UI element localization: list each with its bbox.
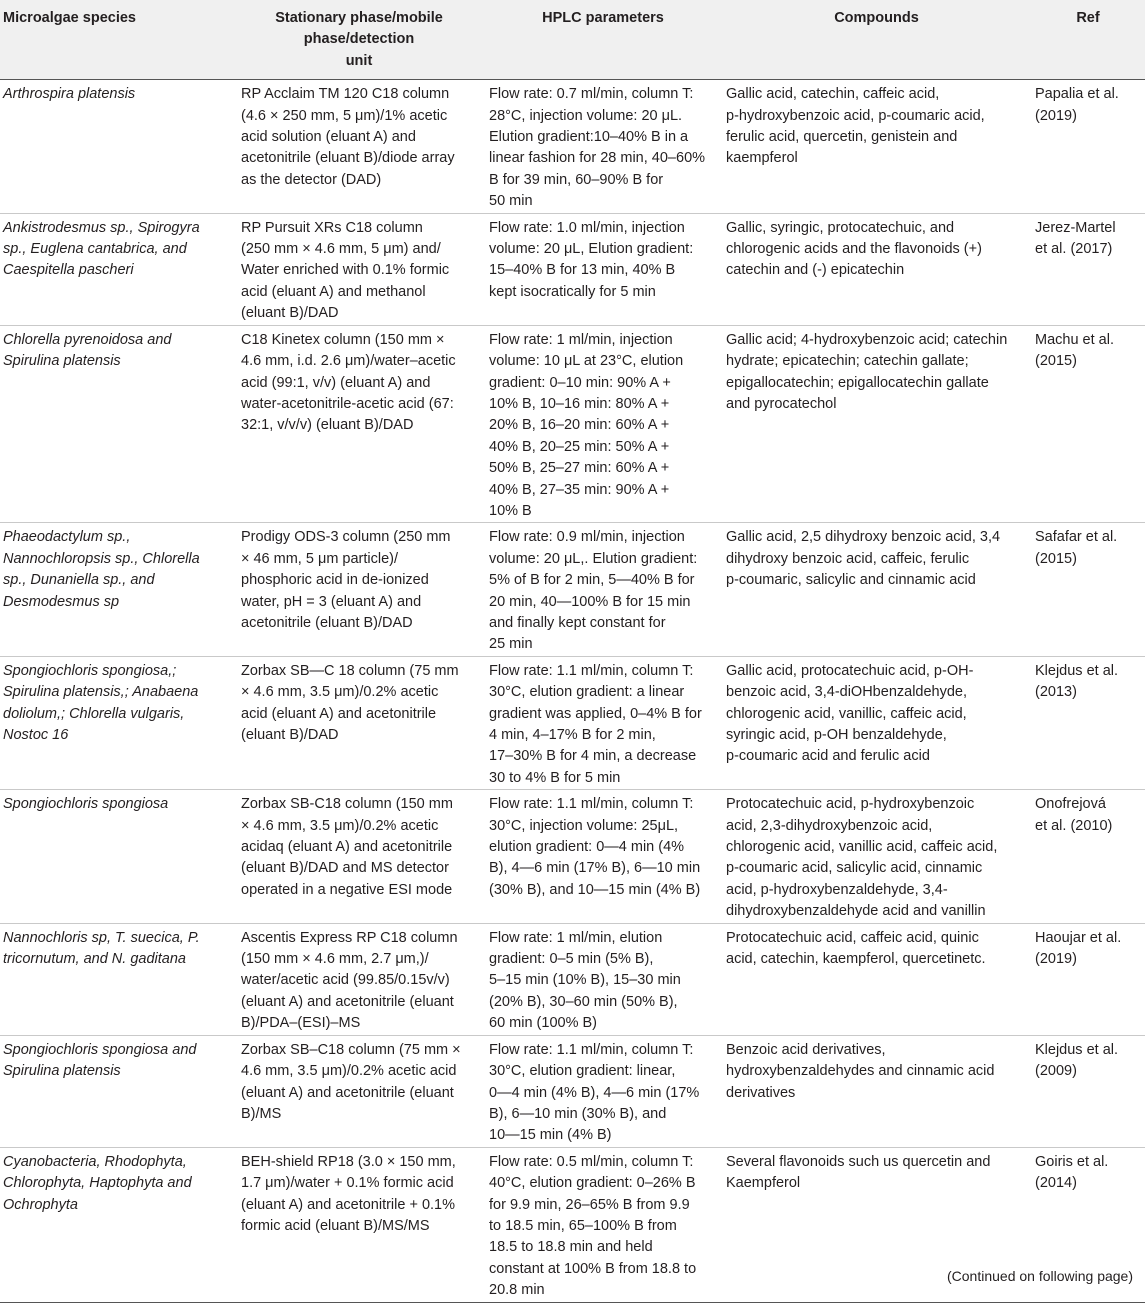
cell-phase: Zorbax SB—C 18 column (75 mm × 4.6 mm, 3.5 μm)/0.2% acetic acid (eluant A) and acetonitrile (eluant B)/DAD — [234, 656, 484, 789]
header-species: Microalgae species — [0, 0, 234, 80]
cell-species: Chlorella pyrenoidosa and Spirulina platensis — [0, 325, 234, 523]
cell-species: Arthrospira platensis — [0, 80, 234, 213]
header-compounds: Compounds — [722, 0, 1031, 80]
cell-compounds: Benzoic acid derivatives, hydroxybenzaldehydes and cinnamic acid derivatives — [722, 1035, 1031, 1147]
cell-species: Cyanobacteria, Rhodophyta, Chlorophyta, Haptophyta and Ochrophyta — [0, 1147, 234, 1302]
cell-compounds: Protocatechuic acid, caffeic acid, quinic acid, catechin, kaempferol, quercetinetc. — [722, 923, 1031, 1035]
cell-hplc: Flow rate: 1.1 ml/min, column T: 30°C, elution gradient: a linear gradient was applied, 0–4% B for 4 min, 4–17% B for 2 min, 17–30% B for 4 min, a decrease 30 to 4% B for 5 min — [484, 656, 722, 789]
cell-ref: Haoujar et al. (2019) — [1031, 923, 1145, 1035]
cell-compounds: Gallic acid, 2,5 dihydroxy benzoic acid, 3,4 dihydroxy benzoic acid, caffeic, ferulic p-coumaric, salicylic and cinnamic acid — [722, 523, 1031, 656]
cell-ref: Onofrejová et al. (2010) — [1031, 790, 1145, 923]
cell-species: Spongiochloris spongiosa — [0, 790, 234, 923]
cell-hplc: Flow rate: 1.1 ml/min, column T: 30°C, injection volume: 25μL, elution gradient: 0—4 min (4% B), 4—6 min (17% B), 6—10 min (30% B), and 10—15 min (4% B) — [484, 790, 722, 923]
cell-phase: BEH-shield RP18 (3.0 × 150 mm, 1.7 μm)/water + 0.1% formic acid (eluant A) and acetonitrile + 0.1% formic acid (eluant B)/MS/MS — [234, 1147, 484, 1302]
cell-hplc: Flow rate: 1.1 ml/min, column T: 30°C, elution gradient: linear, 0—4 min (4% B), 4—6 min (17% B), 6—10 min (30% B), and 10—15 min (4% B) — [484, 1035, 722, 1147]
cell-hplc: Flow rate: 0.7 ml/min, column T: 28°C, injection volume: 20 μL. Elution gradient:10–40% B in a linear fashion for 28 min, 40–60% B for 39 min, 60–90% B for 50 min — [484, 80, 722, 213]
table-row — [0, 923, 1145, 1035]
cell-compounds: Gallic acid, protocatechuic acid, p-OH- benzoic acid, 3,4-diOHbenzaldehyde, chlorogenic acid, vanillic, caffeic acid, syringic acid, p-OH benzaldehyde, p-coumaric acid and ferulic acid — [722, 656, 1031, 789]
cell-phase: RP Pursuit XRs C18 column (250 mm × 4.6 mm, 5 μm) and/ Water enriched with 0.1% formic acid (eluant A) and methanol (eluant B)/DAD — [234, 213, 484, 325]
cell-ref: Klejdus et al. (2009) — [1031, 1035, 1145, 1147]
header-phase: Stationary phase/mobile phase/detection unit — [234, 0, 484, 80]
cell-ref: Papalia et al. (2019) — [1031, 80, 1145, 213]
cell-phase: Zorbax SB–C18 column (75 mm × 4.6 mm, 3.5 μm)/0.2% acetic acid (eluant A) and acetonitrile (eluant B)/MS — [234, 1035, 484, 1147]
cell-ref: Jerez-Martel et al. (2017) — [1031, 213, 1145, 325]
table-row — [0, 80, 1145, 213]
cell-hplc: Flow rate: 0.5 ml/min, column T: 40°C, elution gradient: 0–26% B for 9.9 min, 26–65% B from 9.9 to 18.5 min, 65–100% B from 18.5 to 18.8 min and held constant at 100% B from 18.8 to 20.8 min — [484, 1147, 722, 1302]
cell-species: Spongiochloris spongiosa,; Spirulina platensis,; Anabaena doliolum,; Chlorella vulgaris, Nostoc 16 — [0, 656, 234, 789]
table-row — [0, 790, 1145, 923]
cell-compounds: Several flavonoids such us quercetin and Kaempferol — [722, 1147, 1031, 1302]
cell-species: Spongiochloris spongiosa and Spirulina platensis — [0, 1035, 234, 1147]
table-row — [0, 523, 1145, 656]
cell-compounds: Gallic acid; 4-hydroxybenzoic acid; catechin hydrate; epicatechin; catechin gallate; epigallocatechin; epigallocatechin gallate and pyrocatechol — [722, 325, 1031, 523]
cell-ref: Klejdus et al. (2013) — [1031, 656, 1145, 789]
cell-hplc: Flow rate: 0.9 ml/min, injection volume: 20 μL,. Elution gradient: 5% of B for 2 min, 5—40% B for 20 min, 40—100% B for 15 min and finally kept constant for 25 min — [484, 523, 722, 656]
table-row — [0, 1035, 1145, 1147]
cell-ref: Machu et al. (2015) — [1031, 325, 1145, 523]
cell-phase: Prodigy ODS-3 column (250 mm × 46 mm, 5 μm particle)/ phosphoric acid in de-ionized water, pH = 3 (eluant A) and acetonitrile (eluant B)/DAD — [234, 523, 484, 656]
table-header-row — [0, 0, 1145, 80]
continued-note: (Continued on following page) — [946, 1268, 1133, 1284]
cell-phase: RP Acclaim TM 120 C18 column (4.6 × 250 mm, 5 μm)/1% acetic acid solution (eluant A) and acetonitrile (eluant B)/diode array as the detector (DAD) — [234, 80, 484, 213]
table-row — [0, 213, 1145, 325]
cell-hplc: Flow rate: 1.0 ml/min, injection volume: 20 μL, Elution gradient: 15–40% B for 13 min, 40% B kept isocratically for 5 min — [484, 213, 722, 325]
table-row — [0, 656, 1145, 789]
cell-phase: Zorbax SB-C18 column (150 mm × 4.6 mm, 3.5 μm)/0.2% acetic acidaq (eluant A) and acetonitrile (eluant B)/DAD and MS detector operated in a negative ESI mode — [234, 790, 484, 923]
cell-hplc: Flow rate: 1 ml/min, injection volume: 10 μL at 23°C, elution gradient: 0–10 min: 90% A + 10% B, 10–16 min: 80% A + 20% B, 16–20 min: 60% A + 40% B, 20–25 min: 50% A + 50% B, 25–27 min: 60% A + 40% B, 27–35 min: 90% A + 10% B — [484, 325, 722, 523]
cell-phase: Ascentis Express RP C18 column (150 mm × 4.6 mm, 2.7 μm,)/ water/acetic acid (99.85/0.15v/v) (eluant A) and acetonitrile (eluant B)/PDA–(ESI)–MS — [234, 923, 484, 1035]
cell-ref: Safafar et al. (2015) — [1031, 523, 1145, 656]
header-ref: Ref — [1031, 0, 1145, 80]
header-hplc: HPLC parameters — [484, 0, 722, 80]
table-row — [0, 325, 1145, 523]
cell-compounds: Gallic acid, catechin, caffeic acid, p-hydroxybenzoic acid, p-coumaric acid, ferulic acid, quercetin, genistein and kaempferol — [722, 80, 1031, 213]
cell-species: Ankistrodesmus sp., Spirogyra sp., Euglena cantabrica, and Caespitella pascheri — [0, 213, 234, 325]
cell-phase: C18 Kinetex column (150 mm × 4.6 mm, i.d. 2.6 μm)/water–acetic acid (99:1, v/v) (eluant A) and water-acetonitrile-acetic acid (67: 32:1, v/v/v) (eluant B)/DAD — [234, 325, 484, 523]
cell-compounds: Gallic, syringic, protocatechuic, and chlorogenic acids and the flavonoids (+) catechin and (-) epicatechin — [722, 213, 1031, 325]
cell-compounds: Protocatechuic acid, p-hydroxybenzoic acid, 2,3-dihydroxybenzoic acid, chlorogenic acid, vanillic acid, caffeic acid, p-coumaric acid, salicylic acid, cinnamic acid, p-hydroxybenzaldehyde, 3,4- dihydroxybenzaldehyde acid and vanillin — [722, 790, 1031, 923]
cell-ref: Goiris et al. (2014) — [1031, 1147, 1145, 1302]
cell-hplc: Flow rate: 1 ml/min, elution gradient: 0–5 min (5% B), 5–15 min (10% B), 15–30 min (20% B), 30–60 min (50% B), 60 min (100% B) — [484, 923, 722, 1035]
cell-species: Phaeodactylum sp., Nannochloropsis sp., Chlorella sp., Dunaniella sp., and Desmodesmus sp — [0, 523, 234, 656]
cell-species: Nannochloris sp, T. suecica, P. tricornutum, and N. gaditana — [0, 923, 234, 1035]
